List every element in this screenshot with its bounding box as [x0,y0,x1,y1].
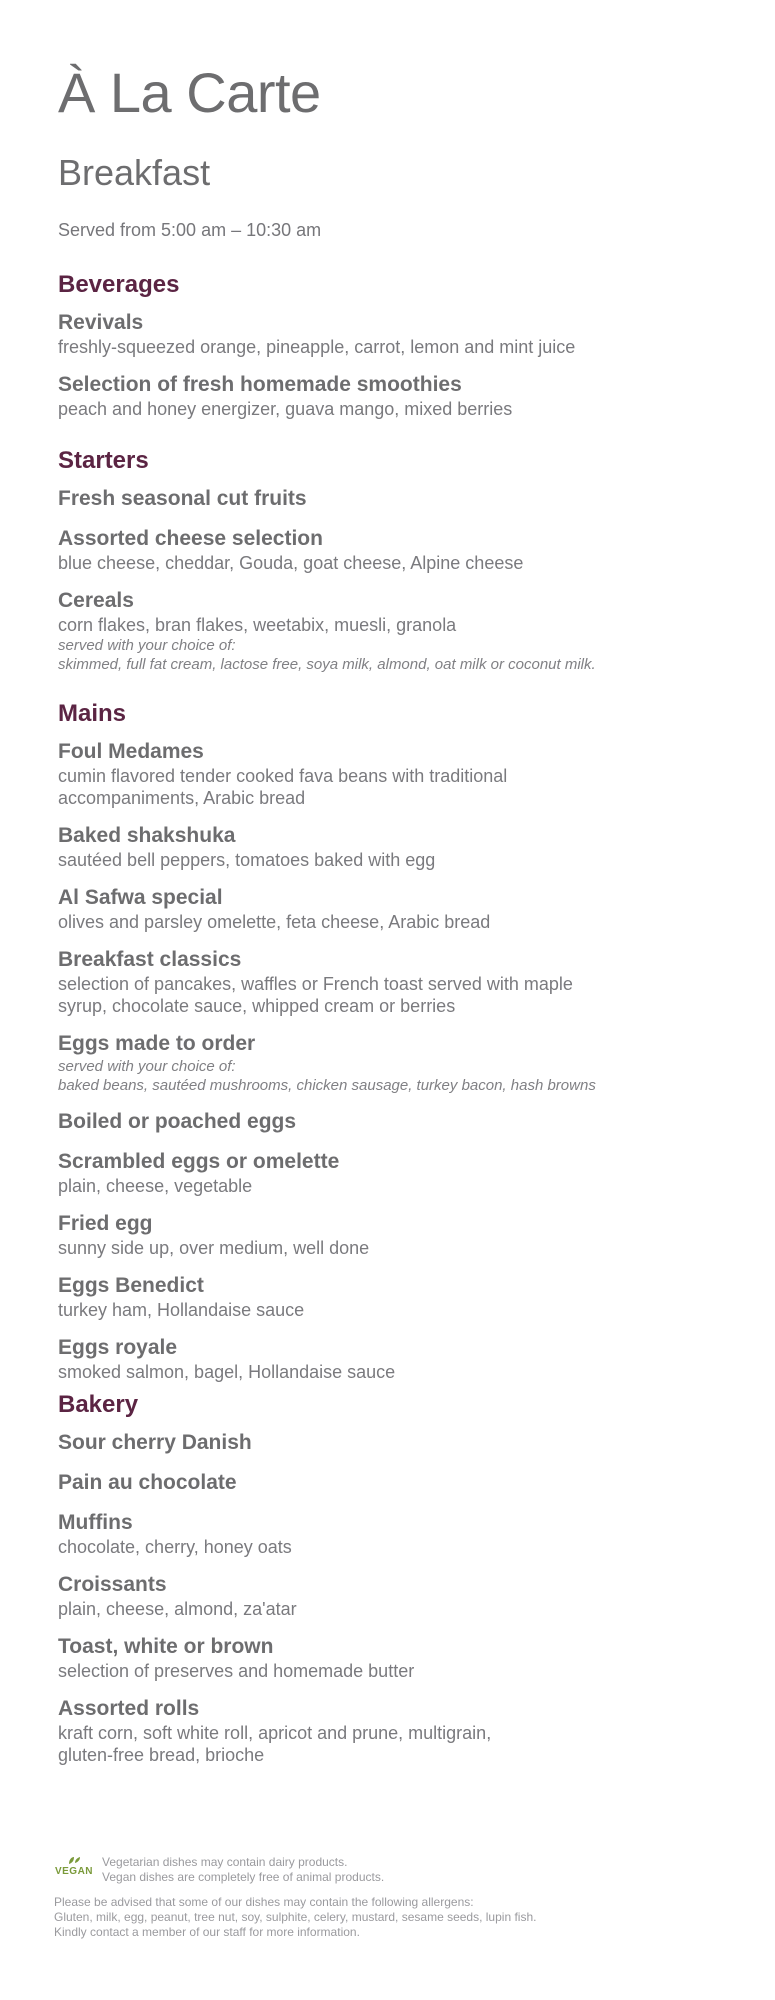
menu-item [58,1430,738,1456]
item-desc: freshly-squeezed orange, pineapple, carrot, lemon and mint juice [58,337,576,357]
item-name: Cereals [58,589,134,612]
allergen-notice [54,1895,734,1940]
legend-line: Vegetarian dishes may contain dairy products. [102,1855,348,1869]
allergen-line: Kindly contact a member of our staff for more information. [54,1925,360,1939]
item-name: Assorted cheese selection [58,527,323,550]
legend-text [102,1855,384,1885]
item-name: Foul Medames [58,740,204,763]
menu-item [58,885,738,933]
item-name: Boiled or poached eggs [58,1110,297,1133]
section-mains [58,699,738,1397]
allergen-line: Gluten, milk, egg, peanut, tree nut, soy, sulphite, celery, mustard, sesame seeds, lupin fish. [54,1910,537,1924]
menu-item [58,739,738,809]
item-desc: blue cheese, cheddar, Gouda, goat cheese, Alpine cheese [58,553,524,573]
section-title: Mains [58,700,127,727]
section-beverages [58,270,738,434]
item-desc: turkey ham, Hollandaise sauce [58,1300,305,1320]
item-name: Revivals [58,311,144,334]
item-desc: sautéed bell peppers, tomatoes baked with egg [58,850,436,870]
menu-item [58,1510,738,1558]
menu-item [58,1149,738,1197]
item-desc: gluten-free bread, brioche [58,1745,265,1765]
item-name: Eggs Benedict [58,1274,204,1297]
item-name: Eggs royale [58,1336,178,1359]
item-name: Toast, white or brown [58,1635,274,1658]
item-desc: corn flakes, bran flakes, weetabix, muesli, granola [58,615,457,635]
item-name: Al Safwa special [58,886,223,909]
item-name: Sour cherry Danish [58,1431,252,1454]
vegan-label: VEGAN [54,1866,94,1877]
menu-item [58,823,738,871]
item-desc: smoked salmon, bagel, Hollandaise sauce [58,1362,396,1382]
legend-line: Vegan dishes are completely free of animal products. [102,1870,385,1884]
page-title: À La Carte [58,61,321,124]
item-desc: accompaniments, Arabic bread [58,788,306,808]
item-desc: plain, cheese, vegetable [58,1176,253,1196]
item-name: Croissants [58,1573,167,1596]
item-name: Pain au chocolate [58,1471,237,1494]
menu-item [58,486,738,512]
item-desc: plain, cheese, almond, za'atar [58,1599,297,1619]
menu-item [58,310,738,358]
allergen-line: Please be advised that some of our dishes may contain the following allergens: [54,1895,474,1909]
item-name: Breakfast classics [58,948,242,971]
vegan-legend [54,1855,734,1885]
item-name: Fried egg [58,1212,153,1235]
item-desc: syrup, chocolate sauce, whipped cream or berries [58,996,456,1016]
menu-item [58,1031,738,1095]
menu-item [58,1470,738,1496]
menu-item [58,1634,738,1682]
menu-item [58,1109,738,1135]
section-title: Starters [58,447,149,474]
menu-footer [54,1855,734,1940]
vegan-badge [54,1855,94,1877]
menu-item [58,1696,738,1766]
item-desc: cumin flavored tender cooked fava beans with traditional [58,766,508,786]
item-name: Baked shakshuka [58,824,236,847]
menu-item [58,1211,738,1259]
menu-item [58,947,738,1017]
section-starters [58,446,738,688]
item-name: Scrambled eggs or omelette [58,1150,340,1173]
menu-item [58,526,738,574]
item-desc: selection of preserves and homemade butter [58,1661,415,1681]
section-bakery [58,1390,738,1780]
menu-subtitle: Breakfast [58,152,211,193]
item-name: Assorted rolls [58,1697,200,1720]
served-hours: Served from 5:00 am – 10:30 am [58,220,322,240]
item-note: baked beans, sautéed mushrooms, chicken sausage, turkey bacon, hash browns [58,1077,596,1094]
menu-item [58,372,738,420]
menu-item [58,1572,738,1620]
section-title: Bakery [58,1391,139,1418]
menu-item [58,588,738,674]
item-name: Selection of fresh homemade smoothies [58,373,462,396]
item-note: served with your choice of: [58,637,236,654]
item-desc: chocolate, cherry, honey oats [58,1537,292,1557]
item-desc: peach and honey energizer, guava mango, mixed berries [58,399,513,419]
item-desc: sunny side up, over medium, well done [58,1238,370,1258]
leaf-icon [67,1855,81,1865]
item-name: Muffins [58,1511,133,1534]
item-note: served with your choice of: [58,1058,236,1075]
item-desc: selection of pancakes, waffles or French toast served with maple [58,974,573,994]
item-name: Fresh seasonal cut fruits [58,487,307,510]
menu-item [58,1273,738,1321]
section-title: Beverages [58,271,180,298]
item-desc: kraft corn, soft white roll, apricot and prune, multigrain, [58,1723,492,1743]
item-note: skimmed, full fat cream, lactose free, soya milk, almond, oat milk or coconut milk. [58,656,596,673]
item-desc: olives and parsley omelette, feta cheese, Arabic bread [58,912,491,932]
menu-item [58,1335,738,1383]
item-name: Eggs made to order [58,1032,256,1055]
